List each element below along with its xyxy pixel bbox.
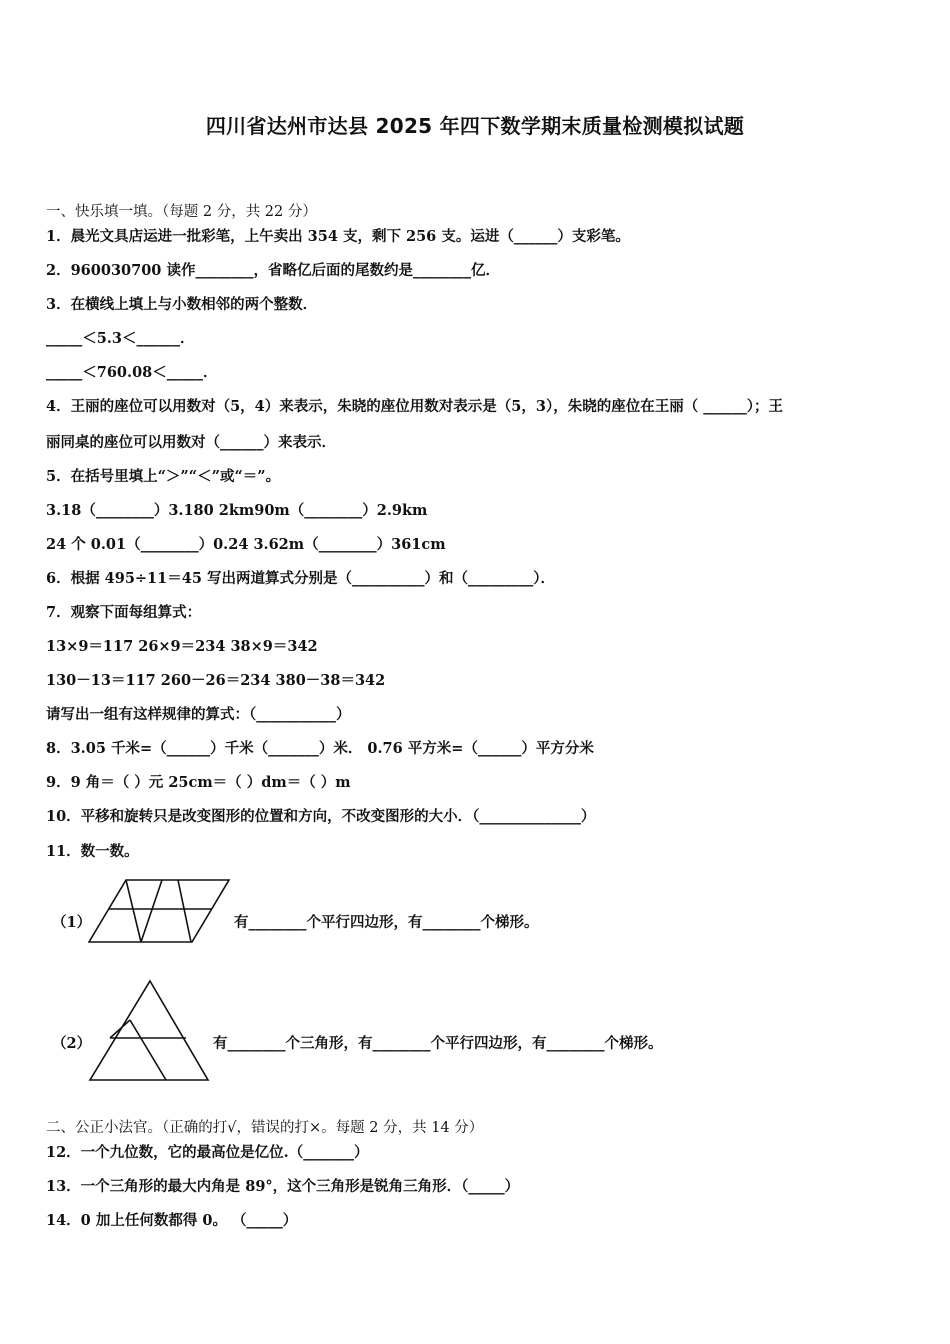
question-4-line2: 丽同桌的座位可以用数对（______）来表示． xyxy=(46,434,336,451)
question-14: 14．0 加上任何数都得 0。 （_____） xyxy=(46,1212,298,1229)
page-title: 四川省达州市达县 2025 年四下数学期末质量检测模拟试题 xyxy=(205,114,745,138)
question-11: 11．数一数。 xyxy=(46,843,139,860)
question-3-a: _____＜5.3＜______． xyxy=(46,330,195,347)
parallelogram-figure xyxy=(88,876,233,946)
question-13: 13．一个三角形的最大内角是 89°，这个三角形是锐角三角形．（_____） xyxy=(46,1178,520,1195)
question-5-b: 24 个 0.01（________）0.24 3.62m（________）361cm xyxy=(46,536,446,553)
figure-1-segment xyxy=(141,880,162,942)
triangle-figure xyxy=(88,978,212,1084)
question-1: 1．晨光文具店运进一批彩笔，上午卖出 354 支，剩下 256 支。运进（______）支彩笔。 xyxy=(46,228,630,245)
figure-2-segment xyxy=(130,1020,166,1080)
figure-2-segment xyxy=(110,1020,130,1038)
figure-2-question: 有________个三角形，有________个平行四边形，有________个梯形。 xyxy=(213,1035,663,1052)
question-5-a: 3.18（________）3.180 2km90m（________）2.9km xyxy=(46,502,428,519)
question-8: 8．3.05 千米=（______）千米（_______）米． 0.76 平方米=（______）平方分米 xyxy=(46,740,594,757)
question-3: 3．在横线上填上与小数相邻的两个整数． xyxy=(46,296,318,313)
section2-heading: 二、公正小法官。（正确的打√，错误的打×。每题 2 分，共 14 分） xyxy=(46,1120,484,1136)
question-7-c: 请写出一组有这样规律的算式：（___________） xyxy=(46,706,351,723)
section1-heading: 一、快乐填一填。（每题 2 分，共 22 分） xyxy=(46,204,317,220)
question-6: 6．根据 495÷11＝45 写出两道算式分别是（__________）和（_________）． xyxy=(46,570,555,587)
question-4-line1: 4．王丽的座位可以用数对（5，4）来表示，朱晓的座位用数对表示是（5，3），朱晓的座位在王丽（ ______）；王 xyxy=(46,398,783,415)
figure-2-outline xyxy=(90,981,208,1080)
figure-1-segment xyxy=(178,880,191,942)
question-9: 9．9 角＝（ ）元 25cm＝（ ）dm＝（ ）m xyxy=(46,774,351,791)
question-7-b: 130－13＝117 260－26＝234 380－38＝342 xyxy=(46,672,386,689)
question-12: 12．一个九位数，它的最高位是亿位.（_______） xyxy=(46,1144,369,1161)
question-7-a: 13×9＝117 26×9＝234 38×9＝342 xyxy=(46,638,318,655)
question-2: 2．960030700 读作________，省略亿后面的尾数约是________亿． xyxy=(46,262,500,279)
figure-1-segment xyxy=(126,880,141,942)
figure-1-question: 有________个平行四边形，有________个梯形。 xyxy=(234,914,539,931)
question-5: 5．在括号里填上“＞”“＜”或“＝”。 xyxy=(46,468,281,485)
question-10: 10．平移和旋转只是改变图形的位置和方向，不改变图形的大小．（______________） xyxy=(46,808,596,825)
question-3-b: _____＜760.08＜_____． xyxy=(46,364,218,381)
figure-2-label: （2） xyxy=(52,1035,92,1052)
question-7: 7．观察下面每组算式： xyxy=(46,604,202,621)
figure-1-label: （1） xyxy=(52,914,92,931)
